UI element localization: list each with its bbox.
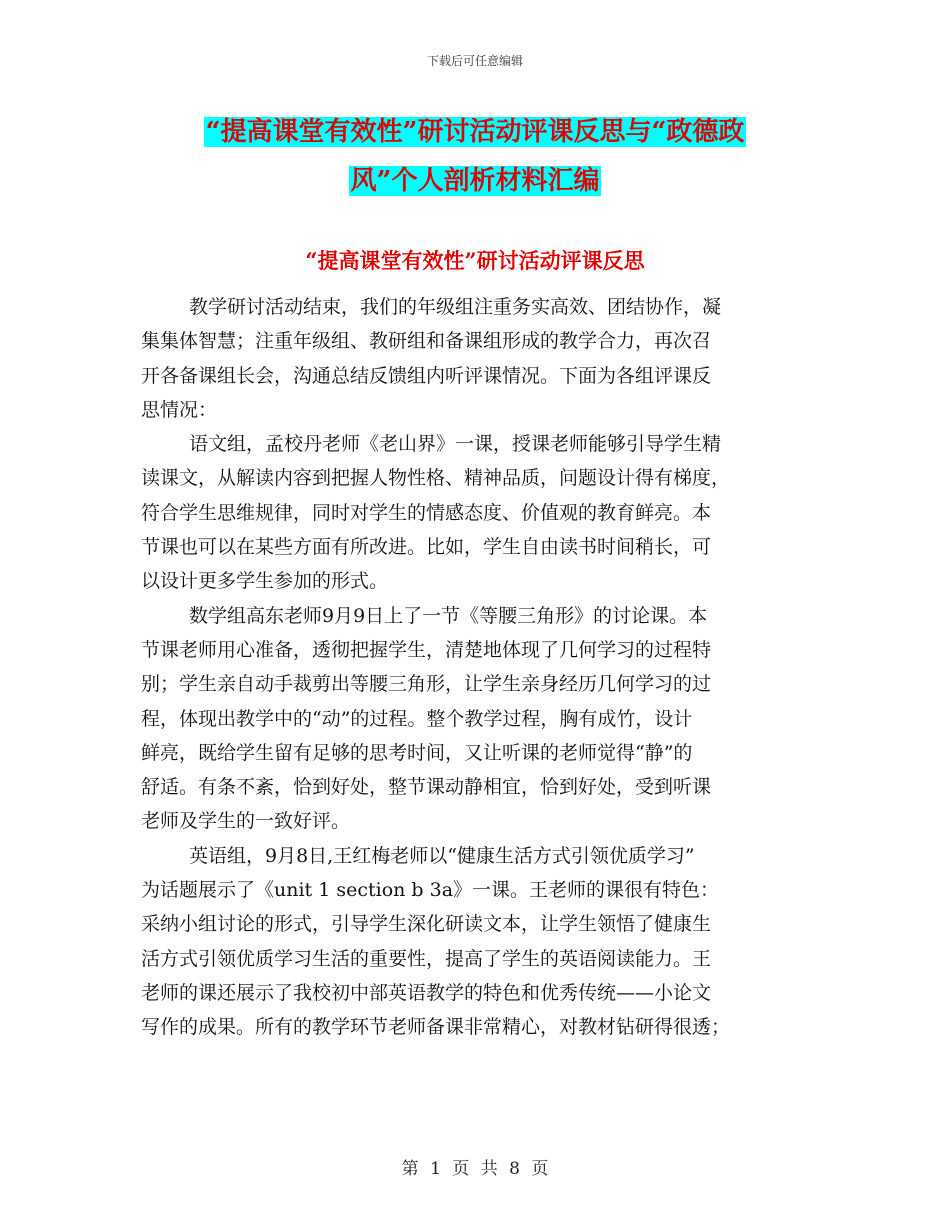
text-line: 集集体智慧；注重年级组、教研组和备课组形成的教学合力，再次召 [141, 330, 712, 353]
page-number-footer: 第 1 页 共 8 页 [401, 1159, 549, 1179]
text-line: 程，体现出教学中的“动”的过程。整个教学过程，胸有成竹，设计 [141, 707, 693, 730]
document-title-line-2: 风”个人剖析材料汇编 [350, 166, 600, 196]
text-line: 老师的课还展示了我校初中部英语教学的特色和优秀传统——小论文 [141, 981, 712, 1004]
text-line: 读课文，从解读内容到把握人物性格、精神品质，问题设计得有梯度， [141, 467, 731, 490]
text-line: 别；学生亲自动手裁剪出等腰三角形，让学生亲身经历几何学习的过 [141, 673, 712, 696]
text-line: 数学组高东老师9月9日上了一节《等腰三角形》的讨论课。本 [189, 604, 708, 627]
text-line: 符合学生思维规律，同时对学生的情感态度、价值观的教育鲜亮。本 [141, 501, 712, 524]
body-text [141, 290, 801, 1045]
text-line: 教学研讨活动结束，我们的年级组注重务实高效、团结协作，凝 [189, 296, 722, 318]
text-line: 语文组，孟校丹老师《老山界》一课，授课老师能够引导学生精 [189, 433, 722, 456]
text-line: 以设计更多学生参加的形式。 [141, 570, 389, 593]
text-line: 老师及学生的一致好评。 [141, 810, 351, 833]
header-note: 下载后可任意编辑 [426, 54, 523, 68]
text-line: 为话题展示了《unit 1 section b 3a》一课。王老师的课很有特色： [141, 879, 720, 902]
text-line: 鲜亮，既给学生留有足够的思考时间，又让听课的老师觉得“静”的 [141, 741, 693, 764]
text-line: 思情况： [141, 398, 218, 421]
text-line: 节课老师用心准备，透彻把握学生，清楚地体现了几何学习的过程特 [141, 638, 712, 661]
text-line: 活方式引领优质学习生活的重要性，提高了学生的英语阅读能力。王 [141, 947, 712, 970]
document-title-line-1: “提高课堂有效性”研讨活动评课反思与“政德政 [205, 117, 745, 147]
text-line: 节课也可以在某些方面有所改进。比如，学生自由读书时间稍长，可 [141, 536, 712, 559]
section-title: “提高课堂有效性”研讨活动评课反思 [305, 248, 645, 273]
text-line: 英语组，9月8日,王红梅老师以“健康生活方式引领优质学习” [189, 844, 695, 867]
document-title [120, 108, 830, 206]
text-line: 开各备课组长会，沟通总结反馈组内听评课情况。下面为各组评课反 [141, 364, 712, 387]
text-line: 舒适。有条不紊，恰到好处，整节课动静相宜，恰到好处，受到听课 [141, 776, 712, 799]
text-line: 采纳小组讨论的形式，引导学生深化研读文本，让学生领悟了健康生 [141, 913, 712, 936]
text-line: 写作的成果。所有的教学环节老师备课非常精心，对教材钻研得很透； [141, 1016, 731, 1039]
